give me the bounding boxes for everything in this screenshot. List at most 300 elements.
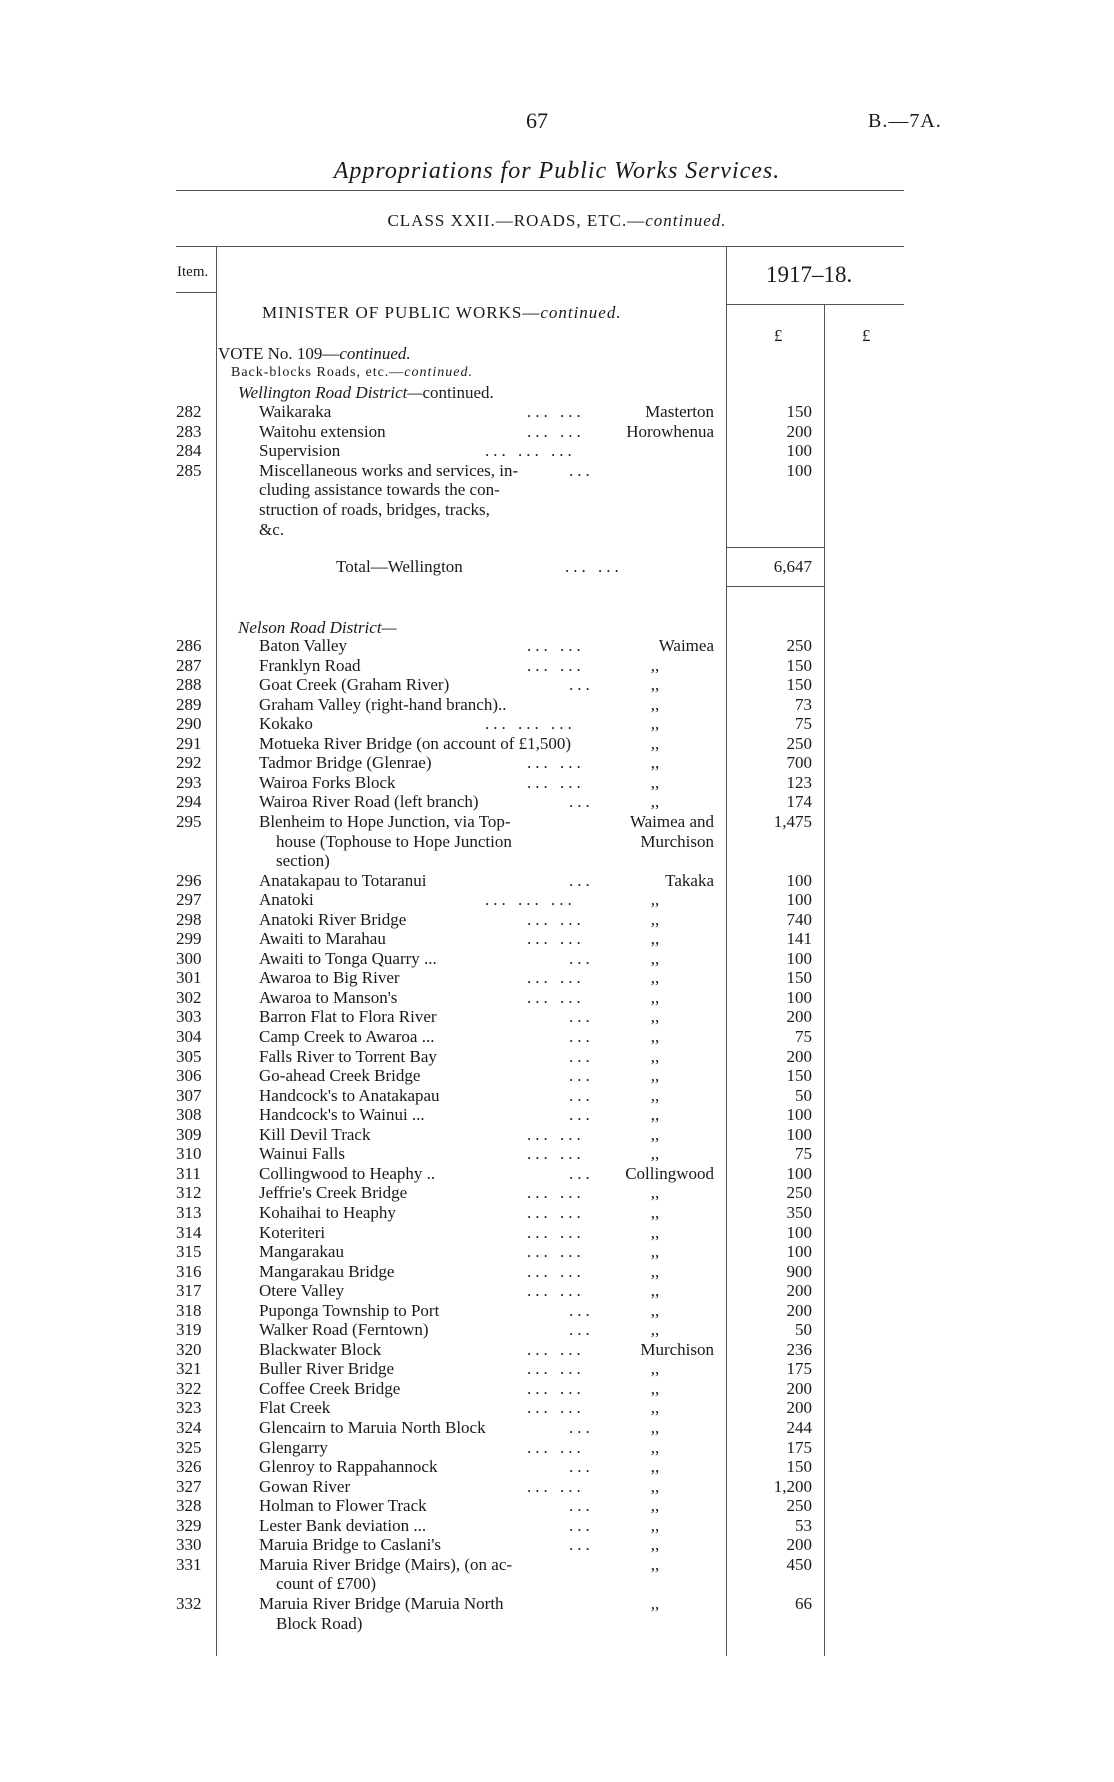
item-description: Wairoa River Road (left branch) <box>259 792 479 812</box>
district: ,, <box>650 1320 660 1340</box>
item-description: Miscellaneous works and services, in- <box>259 460 519 480</box>
amount: 250 <box>786 636 812 655</box>
district: ,, <box>650 1105 660 1125</box>
item-description: Handcock's to Anatakapau <box>259 1085 440 1105</box>
leader-dots: ... ... <box>527 1261 585 1281</box>
amount: 250 <box>786 1183 812 1203</box>
item-description: Anatoki River Bridge <box>259 909 407 929</box>
item-number: 316 <box>176 1261 202 1281</box>
item-number: 317 <box>176 1281 202 1301</box>
item-number: 312 <box>176 1183 202 1203</box>
item-description: Graham Valley (right-hand branch).. <box>259 694 507 714</box>
item-number: 291 <box>176 733 202 753</box>
item-description: Jeffrie's Creek Bridge <box>259 1183 408 1203</box>
district: ,, <box>650 1378 660 1398</box>
district: ,, <box>650 714 660 734</box>
item-description: Camp Creek to Awaroa ... <box>259 1027 435 1046</box>
table-row <box>0 1007 1114 1027</box>
item-number: 303 <box>176 1007 202 1027</box>
amount: 100 <box>786 1242 812 1262</box>
item-number: 326 <box>176 1457 202 1477</box>
district: ,, <box>650 1183 660 1203</box>
amount: 244 <box>786 1418 812 1437</box>
item-description: Supervision <box>259 441 341 461</box>
district: ,, <box>650 1144 660 1164</box>
table-row <box>0 1418 1114 1438</box>
class-title: CLASS XXII.—ROADS, ETC.—continued. <box>387 211 727 230</box>
item-number: 293 <box>176 772 202 792</box>
district: ,, <box>650 1242 660 1262</box>
table-row <box>0 851 1114 871</box>
table-row <box>0 1477 1114 1497</box>
district: ,, <box>650 753 660 773</box>
item-number: 305 <box>176 1046 202 1066</box>
item-number: 310 <box>176 1144 202 1164</box>
table-row <box>0 1320 1114 1340</box>
table-row <box>0 832 1114 852</box>
leader-dots: ... ... <box>527 1144 585 1164</box>
table-row <box>0 1340 1114 1360</box>
leader-dots: ... ... <box>527 753 585 773</box>
amount: 50 <box>795 1085 812 1105</box>
amount: 175 <box>786 1437 812 1457</box>
item-number: 289 <box>176 694 202 714</box>
item-description: Flat Creek <box>259 1398 331 1418</box>
leader-dots: ... <box>569 1027 594 1046</box>
item-number: 302 <box>176 987 202 1007</box>
item-number: 311 <box>176 1163 201 1183</box>
item-description: Holman to Flower Track <box>259 1496 427 1516</box>
district: ,, <box>650 1046 660 1066</box>
item-number: 319 <box>176 1320 202 1340</box>
item-description: Awaroa to Big River <box>259 968 400 988</box>
item-description: Collingwood to Heaphy .. <box>259 1163 436 1183</box>
item-description: Koteriteri <box>259 1222 326 1242</box>
item-number: 324 <box>176 1418 202 1437</box>
item-description: Goat Creek (Graham River) <box>259 675 450 695</box>
leader-dots: ... ... <box>527 772 585 792</box>
item-description: Otere Valley <box>259 1281 345 1301</box>
table-row <box>0 1496 1114 1516</box>
table-row <box>0 753 1114 773</box>
item-number: 330 <box>176 1535 202 1555</box>
item-description: Kohaihai to Heaphy <box>259 1202 396 1222</box>
item-number: 286 <box>176 636 202 655</box>
item-description: Awaiti to Tonga Quarry ... <box>259 948 437 968</box>
district: ,, <box>650 890 660 910</box>
district: ,, <box>650 1437 660 1457</box>
table-row <box>0 1379 1114 1399</box>
amount: 150 <box>786 655 812 675</box>
item-number: 325 <box>176 1437 202 1457</box>
item-number: 295 <box>176 811 202 831</box>
district: ,, <box>650 1202 660 1222</box>
item-number: 332 <box>176 1593 202 1613</box>
item-description: Kokako <box>259 714 313 734</box>
table-row <box>0 1359 1114 1379</box>
amount: 100 <box>786 1222 812 1242</box>
amount: 200 <box>786 1281 812 1301</box>
item-description: Walker Road (Ferntown) <box>259 1320 429 1340</box>
amount: 174 <box>786 792 812 812</box>
amount: 1,200 <box>773 1476 812 1496</box>
page-number: 67 <box>526 108 548 133</box>
district: Horowhenua <box>626 421 714 441</box>
leader-dots: ... ... <box>527 1242 585 1262</box>
item-number: 314 <box>176 1222 202 1242</box>
district: ,, <box>650 1281 660 1301</box>
item-number: 309 <box>176 1124 202 1144</box>
district: ,, <box>650 1398 660 1418</box>
item-description: Maruia Bridge to Caslani's <box>259 1535 442 1555</box>
leader-dots: ... <box>569 1007 594 1027</box>
amount: 700 <box>786 753 812 773</box>
item-number: 294 <box>176 792 202 812</box>
leader-dots: ... <box>569 1496 594 1516</box>
item-column-header: Item. <box>177 264 209 280</box>
amount: 100 <box>786 441 812 461</box>
item-description: struction of roads, bridges, tracks, <box>259 500 490 519</box>
item-description: Wainui Falls <box>259 1144 345 1164</box>
leader-dots: ... <box>569 870 594 890</box>
item-description: Waikaraka <box>259 402 332 421</box>
table-row <box>0 812 1114 832</box>
leader-dots: ... ... <box>527 421 585 441</box>
amount: 150 <box>786 1066 812 1086</box>
table-row <box>0 636 1114 656</box>
district: ,, <box>650 1300 660 1320</box>
district: ,, <box>650 675 660 695</box>
item-description: Awaroa to Manson's <box>259 987 398 1007</box>
table-row <box>0 520 1114 540</box>
item-description: cluding assistance towards the con- <box>259 480 500 500</box>
leader-dots: ... ... <box>527 1281 585 1301</box>
amount: 250 <box>786 733 812 753</box>
item-description: Motueka River Bridge (on account of £1,500) <box>259 733 572 753</box>
amount: 73 <box>795 694 812 714</box>
item-number: 323 <box>176 1398 202 1418</box>
leader-dots: ... ... <box>527 968 585 988</box>
item-number: 321 <box>176 1359 202 1379</box>
district: ,, <box>650 1476 660 1496</box>
nelson-district-heading: Nelson Road District— <box>238 618 397 637</box>
table-row <box>0 1027 1114 1047</box>
leader-dots: ... ... <box>527 1339 585 1359</box>
amount: 150 <box>786 675 812 695</box>
leader-dots: ... ... <box>527 909 585 929</box>
item-description: Blackwater Block <box>259 1339 382 1359</box>
item-description: section) <box>276 851 330 871</box>
item-description: Handcock's to Wainui ... <box>259 1105 425 1125</box>
table-row <box>0 1555 1114 1575</box>
amount: 123 <box>786 772 812 792</box>
leader-dots: ... <box>569 1066 594 1086</box>
item-description: Baton Valley <box>259 636 347 655</box>
item-description: Glengarry <box>259 1437 328 1457</box>
district: ,, <box>650 1535 660 1555</box>
item-number: 284 <box>176 441 202 461</box>
item-number: 299 <box>176 929 202 949</box>
amount: 236 <box>786 1339 812 1359</box>
item-description: Mangarakau <box>259 1242 344 1262</box>
item-number: 327 <box>176 1476 202 1496</box>
district: ,, <box>650 987 660 1007</box>
table-row <box>0 1398 1114 1418</box>
table-row <box>0 1614 1114 1634</box>
table-row <box>0 1574 1114 1594</box>
district: ,, <box>650 1418 660 1437</box>
table-row <box>0 1223 1114 1243</box>
amount: 740 <box>786 909 812 929</box>
amount: 250 <box>786 1496 812 1516</box>
table-row <box>0 500 1114 520</box>
item-description: Lester Bank deviation ... <box>259 1515 427 1535</box>
item-description: Mangarakau Bridge <box>259 1261 395 1281</box>
district: ,, <box>650 1007 660 1027</box>
amount: 350 <box>786 1202 812 1222</box>
amount: 75 <box>795 1144 812 1164</box>
table-row <box>0 656 1114 676</box>
leader-dots: ... ... <box>527 987 585 1007</box>
item-number: 304 <box>176 1027 202 1046</box>
header-top-rule <box>176 246 904 247</box>
pound-symbol-1: £ <box>774 326 783 345</box>
table-row <box>0 402 1114 422</box>
amount: 100 <box>786 1124 812 1144</box>
leader-dots: ... ... <box>527 929 585 949</box>
amount: 200 <box>786 1007 812 1027</box>
item-number: 313 <box>176 1202 202 1222</box>
table-row <box>0 792 1114 812</box>
item-number: 306 <box>176 1066 202 1086</box>
table-row <box>0 1242 1114 1262</box>
table-row <box>0 1047 1114 1067</box>
amount: 75 <box>795 714 812 734</box>
leader-dots: ... ... <box>527 402 585 421</box>
table-row <box>0 1535 1114 1555</box>
item-description: Go-ahead Creek Bridge <box>259 1066 421 1086</box>
amount: 900 <box>786 1261 812 1281</box>
district: ,, <box>650 772 660 792</box>
leader-dots: ... ... ... <box>485 714 576 734</box>
table-row <box>0 1262 1114 1282</box>
table-row <box>0 1516 1114 1536</box>
table-row <box>0 1301 1114 1321</box>
item-number: 296 <box>176 870 202 890</box>
amount: 200 <box>786 1398 812 1418</box>
amount: 200 <box>786 1046 812 1066</box>
item-description: house (Tophouse to Hope Junction <box>276 831 512 851</box>
item-description: Gowan River <box>259 1476 351 1496</box>
leader-dots: ... <box>569 1085 594 1105</box>
item-description: Glenroy to Rappahannock <box>259 1457 438 1477</box>
leader-dots: ... ... <box>527 1359 585 1379</box>
pound-symbol-2: £ <box>862 326 871 345</box>
leader-dots: ... <box>569 460 594 480</box>
item-number: 287 <box>176 655 202 675</box>
item-number: 285 <box>176 460 202 480</box>
item-number: 297 <box>176 890 202 910</box>
table-row <box>0 910 1114 930</box>
table-row <box>0 988 1114 1008</box>
table-row <box>0 968 1114 988</box>
item-description: Tadmor Bridge (Glenrae) <box>259 753 432 773</box>
total-leader-dots: ... ... <box>565 557 623 576</box>
table-row <box>0 871 1114 891</box>
amount: 450 <box>786 1554 812 1574</box>
district: ,, <box>650 1554 660 1574</box>
leader-dots: ... ... <box>527 1378 585 1398</box>
total-amount: 6,647 <box>773 557 812 576</box>
leader-dots: ... ... ... <box>485 441 576 461</box>
leader-dots: ... <box>569 1105 594 1125</box>
leader-dots: ... <box>569 675 594 695</box>
district: Murchison <box>640 1339 714 1359</box>
district: ,, <box>650 694 660 714</box>
minister-heading: MINISTER OF PUBLIC WORKS—continued. <box>262 303 622 322</box>
district: ,, <box>650 1593 660 1613</box>
amount: 200 <box>786 1535 812 1555</box>
district: ,, <box>650 1085 660 1105</box>
table-row <box>0 949 1114 969</box>
district: ,, <box>650 733 660 753</box>
item-number: 315 <box>176 1242 202 1262</box>
amount: 200 <box>786 421 812 441</box>
backblocks-heading: Back-blocks Roads, etc.—continued. <box>231 365 474 380</box>
district: ,, <box>650 1457 660 1477</box>
item-number: 322 <box>176 1378 202 1398</box>
table-row <box>0 1164 1114 1184</box>
title-rule <box>176 190 904 191</box>
table-row <box>0 1144 1114 1164</box>
item-description: Coffee Creek Bridge <box>259 1378 401 1398</box>
item-description: Kill Devil Track <box>259 1124 371 1144</box>
district: ,, <box>650 655 660 675</box>
item-number: 308 <box>176 1105 202 1125</box>
item-number: 329 <box>176 1515 202 1535</box>
table-row <box>0 1105 1114 1125</box>
amount: 100 <box>786 1163 812 1183</box>
leader-dots: ... ... <box>527 1437 585 1457</box>
vote-heading: VOTE No. 109—continued. <box>218 344 411 363</box>
leader-dots: ... <box>569 1163 594 1183</box>
table-row <box>0 890 1114 910</box>
total-bottom-rule <box>726 586 824 587</box>
leader-dots: ... <box>569 1300 594 1320</box>
amount: 100 <box>786 1105 812 1125</box>
district: ,, <box>650 1359 660 1379</box>
leader-dots: ... <box>569 1515 594 1535</box>
item-number: 307 <box>176 1085 202 1105</box>
item-number: 298 <box>176 909 202 929</box>
leader-dots: ... <box>569 1457 594 1477</box>
district: Murchison <box>640 831 714 851</box>
item-description: Franklyn Road <box>259 655 361 675</box>
leader-dots: ... ... <box>527 1476 585 1496</box>
district: ,, <box>650 929 660 949</box>
district: Waimea <box>658 636 714 655</box>
amount: 175 <box>786 1359 812 1379</box>
table-row <box>0 773 1114 793</box>
table-row <box>0 441 1114 461</box>
amount: 100 <box>786 890 812 910</box>
item-header-rule <box>176 292 216 293</box>
item-description: count of £700) <box>276 1574 377 1594</box>
item-description: Falls River to Torrent Bay <box>259 1046 437 1066</box>
amount: 53 <box>795 1515 812 1535</box>
item-description: Awaiti to Marahau <box>259 929 386 949</box>
item-description: Block Road) <box>276 1613 363 1633</box>
item-description: Barron Flat to Flora River <box>259 1007 437 1027</box>
amount: 100 <box>786 870 812 890</box>
item-number: 288 <box>176 675 202 695</box>
district: ,, <box>650 1222 660 1242</box>
amount: 1,475 <box>773 811 812 831</box>
district: Waimea and <box>629 811 714 831</box>
district: Takaka <box>665 870 714 890</box>
leader-dots: ... ... <box>527 1202 585 1222</box>
table-row <box>0 1125 1114 1145</box>
table-row <box>0 695 1114 715</box>
item-number: 331 <box>176 1554 202 1574</box>
item-number: 292 <box>176 753 202 773</box>
table-row <box>0 714 1114 734</box>
amount: 141 <box>786 929 812 949</box>
item-number: 282 <box>176 402 202 421</box>
item-description: Anatoki <box>259 890 314 910</box>
amount: 75 <box>795 1027 812 1046</box>
item-number: 320 <box>176 1339 202 1359</box>
item-description: Puponga Township to Port <box>259 1300 440 1320</box>
year-header-rule <box>726 304 904 305</box>
item-description: Glencairn to Maruia North Block <box>259 1418 486 1437</box>
table-row <box>0 929 1114 949</box>
item-description: &c. <box>259 519 285 539</box>
table-row <box>0 1438 1114 1458</box>
district: ,, <box>650 909 660 929</box>
item-description: Waitohu extension <box>259 421 386 441</box>
item-number: 290 <box>176 714 202 734</box>
table-row <box>0 1183 1114 1203</box>
item-description: Maruia River Bridge (Maruia North <box>259 1593 504 1613</box>
item-description: Wairoa Forks Block <box>259 772 396 792</box>
amount: 50 <box>795 1320 812 1340</box>
item-description: Buller River Bridge <box>259 1359 395 1379</box>
amount: 100 <box>786 460 812 480</box>
leader-dots: ... <box>569 948 594 968</box>
amount: 200 <box>786 1300 812 1320</box>
document-reference: B.—7A. <box>868 110 942 132</box>
item-number: 301 <box>176 968 202 988</box>
item-description: Blenheim to Hope Junction, via Top- <box>259 811 511 831</box>
table-row <box>0 461 1114 481</box>
district: ,, <box>650 1261 660 1281</box>
district: Masterton <box>645 402 714 421</box>
table-row <box>0 422 1114 442</box>
table-row <box>0 1066 1114 1086</box>
leader-dots: ... <box>569 792 594 812</box>
item-description: Maruia River Bridge (Mairs), (on ac- <box>259 1554 513 1574</box>
table-row <box>0 1281 1114 1301</box>
district: ,, <box>650 1124 660 1144</box>
district: ,, <box>650 792 660 812</box>
table-row <box>0 480 1114 500</box>
leader-dots: ... ... <box>527 1398 585 1418</box>
district: ,, <box>650 1066 660 1086</box>
wellington-district-heading: Wellington Road District—continued. <box>238 383 494 402</box>
amount: 150 <box>786 1457 812 1477</box>
district: ,, <box>650 1515 660 1535</box>
